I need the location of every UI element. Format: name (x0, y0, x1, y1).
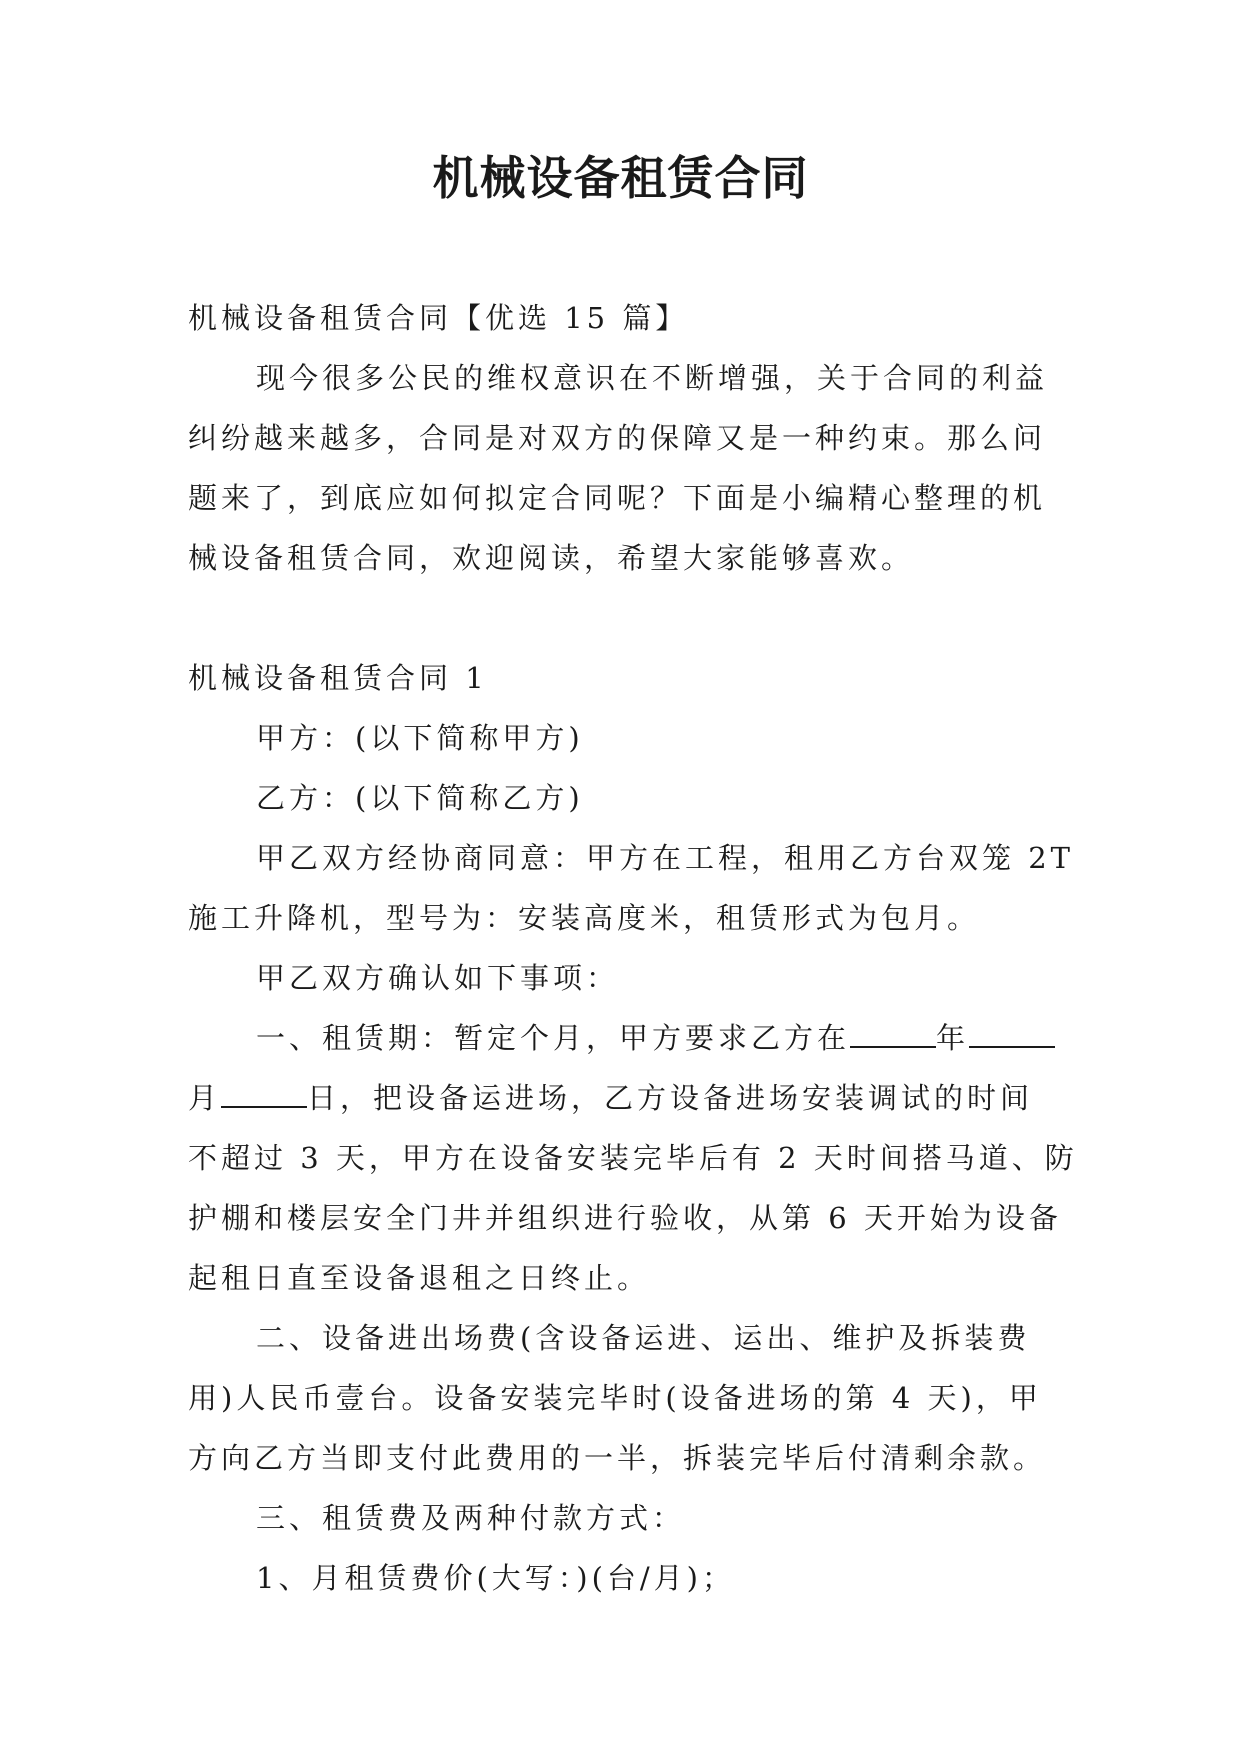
agreement-line: 甲乙双方经协商同意：甲方在工程，租用乙方台双笼 2T (256, 841, 1075, 875)
month-label: 月 (188, 1081, 222, 1115)
intro-line: 械设备租赁合同，欢迎阅读，希望大家能够喜欢。 (188, 541, 915, 575)
intro-line: 纠纷越来越多，合同是对双方的保障又是一种约束。那么问 (188, 421, 1047, 455)
year-label: 年 (936, 1021, 970, 1055)
paragraph-gap (188, 588, 1070, 648)
party-a-line: 甲方：(以下简称甲方) (256, 721, 584, 755)
clause-1-line (188, 1008, 1070, 1068)
clause-3-line: 三、租赁费及两种付款方式： (256, 1501, 686, 1535)
month-blank (969, 1024, 1055, 1048)
clause-1-line (188, 1068, 1070, 1128)
item-1-line: 1、月租赁费价(大写：)(台/月)； (256, 1561, 735, 1595)
clause-1-text: 一、租赁期：暂定个月，甲方要求乙方在 (256, 1021, 851, 1055)
party-b-line: 乙方：(以下简称乙方) (256, 781, 584, 815)
clause-2-line: 用)人民币壹台。设备安装完毕时(设备进场的第 4 天)，甲 (188, 1381, 1042, 1415)
clause-1-line: 起租日直至设备退租之日终止。 (188, 1261, 651, 1295)
day-blank (221, 1084, 307, 1108)
intro-line: 现今很多公民的维权意识在不断增强，关于合同的利益 (256, 361, 1049, 395)
document-subtitle: 机械设备租赁合同【优选 15 篇】 (188, 301, 689, 335)
clause-1-line: 护棚和楼层安全门井并组织进行验收，从第 6 天开始为设备 (188, 1201, 1062, 1235)
year-blank (850, 1024, 936, 1048)
confirm-line: 甲乙双方确认如下事项： (256, 961, 620, 995)
intro-line: 题来了，到底应如何拟定合同呢？下面是小编精心整理的机 (188, 481, 1047, 515)
clause-2-line: 二、设备进出场费(含设备运进、运出、维护及拆装费 (256, 1321, 1031, 1355)
clause-2-line: 方向乙方当即支付此费用的一半，拆装完毕后付清剩余款。 (188, 1441, 1047, 1475)
clause-1-text: 日，把设备运进场，乙方设备进场安装调试的时间 (307, 1081, 1034, 1115)
clause-1-line: 不超过 3 天，甲方在设备安装完毕后有 2 天时间搭马道、防 (188, 1141, 1078, 1175)
section-heading: 机械设备租赁合同 1 (188, 661, 488, 695)
agreement-line: 施工升降机，型号为：安装高度米，租赁形式为包月。 (188, 901, 981, 935)
document-title: 机械设备租赁合同 (432, 151, 809, 205)
document-body (188, 288, 1078, 1608)
